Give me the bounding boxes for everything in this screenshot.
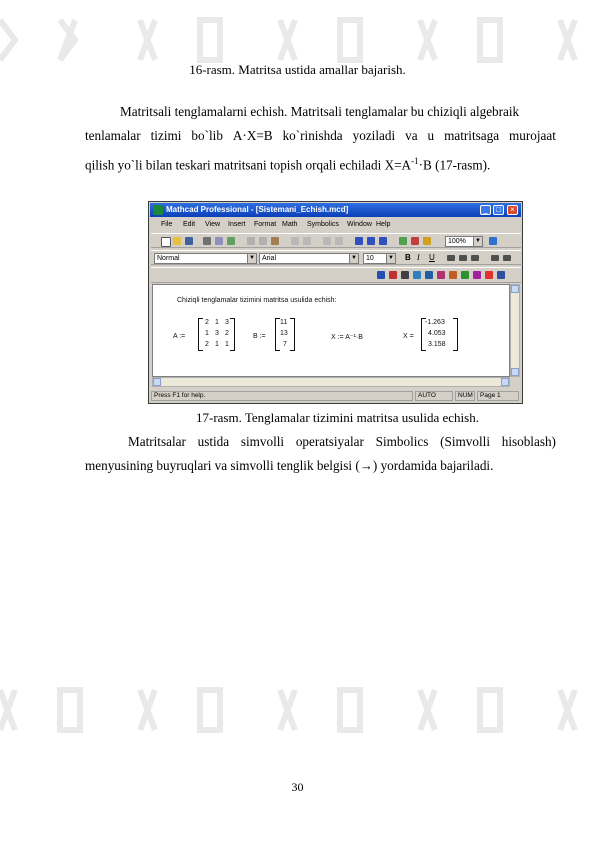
menu-file[interactable]: File <box>161 221 173 228</box>
matrix-a-label: A := <box>173 333 186 340</box>
vertical-scrollbar[interactable] <box>510 284 520 377</box>
arrow-palette-icon[interactable] <box>485 271 493 279</box>
maximize-button[interactable]: □ <box>493 205 504 215</box>
title-bar[interactable] <box>150 203 521 217</box>
menu-view[interactable]: View <box>205 221 221 228</box>
new-icon[interactable] <box>161 237 171 247</box>
paste-icon[interactable] <box>271 237 279 245</box>
paragraph-2-line-1 <box>128 434 556 450</box>
help-question-icon[interactable] <box>489 237 497 245</box>
numbering-icon[interactable] <box>503 255 511 261</box>
insert-unit-icon[interactable] <box>367 237 375 245</box>
vector-cell: 13 <box>280 330 288 337</box>
worksheet-heading: Chiziqli tenglamalar tizimini matritsa usulida echish: <box>177 297 337 304</box>
word: hisoblash) <box>501 434 556 449</box>
word: A·X=B <box>232 128 273 143</box>
menu-bar <box>151 219 521 231</box>
font-combo[interactable] <box>259 253 359 264</box>
font-size-combo[interactable] <box>363 253 396 264</box>
scroll-down-icon[interactable] <box>511 368 519 376</box>
matrix-cell: 1 <box>215 319 219 326</box>
status-mode: AUTO <box>415 391 453 401</box>
scroll-left-icon[interactable] <box>153 378 161 386</box>
word: operatsiyalar <box>295 434 364 449</box>
menu-symbolics[interactable]: Symbolics <box>307 221 339 228</box>
align-down-icon[interactable] <box>335 237 343 245</box>
chevron-down-icon: ▼ <box>349 254 358 263</box>
text: qilish yo`li bilan teskari matritsani topish orqali echiladi X=A <box>85 157 412 173</box>
symbolic-palette-icon[interactable] <box>473 271 481 279</box>
word: u <box>427 128 435 143</box>
vector-b-label: B := <box>253 333 266 340</box>
result-cell: -1.263 <box>425 319 445 326</box>
status-page: Page 1 <box>477 391 519 401</box>
scroll-up-icon[interactable] <box>511 285 519 293</box>
word: matritsaga <box>444 128 500 143</box>
boolean-palette-icon[interactable] <box>437 271 445 279</box>
evaluation-palette-icon[interactable] <box>413 271 421 279</box>
zoom-combo[interactable] <box>445 236 483 247</box>
menu-help[interactable]: Help <box>376 221 391 228</box>
mathcad-window <box>148 201 523 404</box>
paragraph-1-line-3 <box>85 153 490 173</box>
window-title: Mathcad Professional - [Sistemani_Echish.mcd] <box>166 205 349 214</box>
word: tizimi <box>150 128 182 143</box>
bullets-icon[interactable] <box>491 255 499 261</box>
word: Matritsalar <box>128 434 186 449</box>
menu-window[interactable]: Window <box>347 221 372 228</box>
font-size-value: 10 <box>366 255 374 262</box>
text: ·B (17-rasm). <box>418 157 491 173</box>
matrix-cell: 3 <box>215 330 219 337</box>
matrix-palette-icon[interactable] <box>401 271 409 279</box>
matrix-cell: 1 <box>205 330 209 337</box>
resource-center-icon[interactable] <box>399 237 407 245</box>
formatting-toolbar <box>151 250 521 265</box>
style-value: Normal <box>157 255 180 262</box>
save-icon[interactable] <box>185 237 193 245</box>
redo-icon[interactable] <box>303 237 311 245</box>
word: Simbolics <box>375 434 429 449</box>
programming-palette-icon[interactable] <box>449 271 457 279</box>
formula: X := A⁻¹·B <box>331 334 363 341</box>
status-bar <box>151 390 521 402</box>
word: bo`lib <box>191 128 223 143</box>
matrix-cell: 3 <box>225 319 229 326</box>
status-help: Press F1 for help. <box>151 391 413 401</box>
word: va <box>405 128 418 143</box>
mathcad-app-icon <box>153 205 163 215</box>
result-cell: 4.053 <box>428 330 446 337</box>
chevron-down-icon: ▼ <box>473 237 482 246</box>
matrix-a-right-bracket <box>230 318 235 351</box>
word: ustida <box>197 434 230 449</box>
vector-cell: 11 <box>280 319 288 326</box>
vector-b-right-bracket <box>290 318 295 351</box>
align-across-icon[interactable] <box>323 237 331 245</box>
horizontal-scrollbar[interactable] <box>152 377 510 387</box>
worksheet[interactable] <box>152 284 510 377</box>
word: (Simvolli <box>440 434 490 449</box>
result-cell: 3.158 <box>428 341 446 348</box>
bold-icon[interactable]: B <box>405 253 411 262</box>
caption-17: 17-rasm. Tenglamalar tizimini matritsa usulida echish. <box>196 410 479 425</box>
superscript: -1 <box>411 156 419 166</box>
standard-toolbar <box>151 233 521 248</box>
copy-icon[interactable] <box>259 237 267 245</box>
word: tenlamalar <box>85 128 141 143</box>
cut-icon[interactable] <box>247 237 255 245</box>
paragraph-1-line-2 <box>85 128 556 144</box>
matrix-cell: 2 <box>225 330 229 337</box>
calculus-palette-icon[interactable] <box>425 271 433 279</box>
page-number: 30 <box>291 780 304 794</box>
hat-palette-icon[interactable] <box>497 271 505 279</box>
greek-palette-icon[interactable] <box>461 271 469 279</box>
status-num: NUM <box>455 391 475 401</box>
chevron-down-icon: ▼ <box>247 254 256 263</box>
math-toolbar <box>151 267 521 283</box>
menu-insert[interactable]: Insert <box>228 221 246 228</box>
result-label: X = <box>403 333 414 340</box>
menu-edit[interactable]: Edit <box>183 221 196 228</box>
align-left-icon[interactable] <box>447 255 455 261</box>
hyperlink-icon[interactable] <box>423 237 431 245</box>
word: simvolli <box>240 434 285 449</box>
vector-cell: 7 <box>283 341 287 348</box>
zoom-value: 100% <box>448 238 466 245</box>
menu-format[interactable]: Format <box>254 221 277 228</box>
minimize-button[interactable]: _ <box>480 205 491 215</box>
close-button[interactable]: × <box>507 205 518 215</box>
open-icon[interactable] <box>173 237 181 245</box>
calculator-palette-icon[interactable] <box>377 271 385 279</box>
paragraph-2-line-2: menyusining buyruqlari va simvolli tenglik belgisi (→) yordamida bajariladi. <box>85 458 494 473</box>
menu-math[interactable]: Math <box>282 221 298 228</box>
print-preview-icon[interactable] <box>215 237 223 245</box>
scroll-right-icon[interactable] <box>501 378 509 386</box>
word: yoziladi <box>352 128 396 143</box>
paragraph-1-line-1: Matritsali tenglamalarni echish. Matritsali tenglamalar bu chiziqli algebraik <box>120 104 520 119</box>
font-value: Arial <box>262 255 277 262</box>
spell-check-icon[interactable] <box>227 237 235 245</box>
word: ko`rinishda <box>282 128 343 143</box>
insert-function-icon[interactable] <box>355 237 363 245</box>
calculate-icon[interactable] <box>379 237 387 245</box>
align-right-icon[interactable] <box>471 255 479 261</box>
matrix-a-left-bracket <box>198 318 203 351</box>
underline-icon[interactable]: U <box>429 253 435 262</box>
italic-icon[interactable]: I <box>417 253 420 262</box>
undo-icon[interactable] <box>291 237 299 245</box>
graph-palette-icon[interactable] <box>389 271 397 279</box>
matrix-cell: 1 <box>225 341 229 348</box>
word: murojaat <box>509 128 556 143</box>
matrix-cell: 2 <box>205 341 209 348</box>
caption-16: 16-rasm. Matritsa ustida amallar bajarish. <box>189 62 406 77</box>
align-center-icon[interactable] <box>459 255 467 261</box>
result-right-bracket <box>453 318 458 351</box>
help-icon[interactable] <box>411 237 419 245</box>
chevron-down-icon: ▼ <box>386 254 395 263</box>
print-icon[interactable] <box>203 237 211 245</box>
matrix-cell: 1 <box>215 341 219 348</box>
style-combo[interactable] <box>154 253 257 264</box>
matrix-cell: 2 <box>205 319 209 326</box>
